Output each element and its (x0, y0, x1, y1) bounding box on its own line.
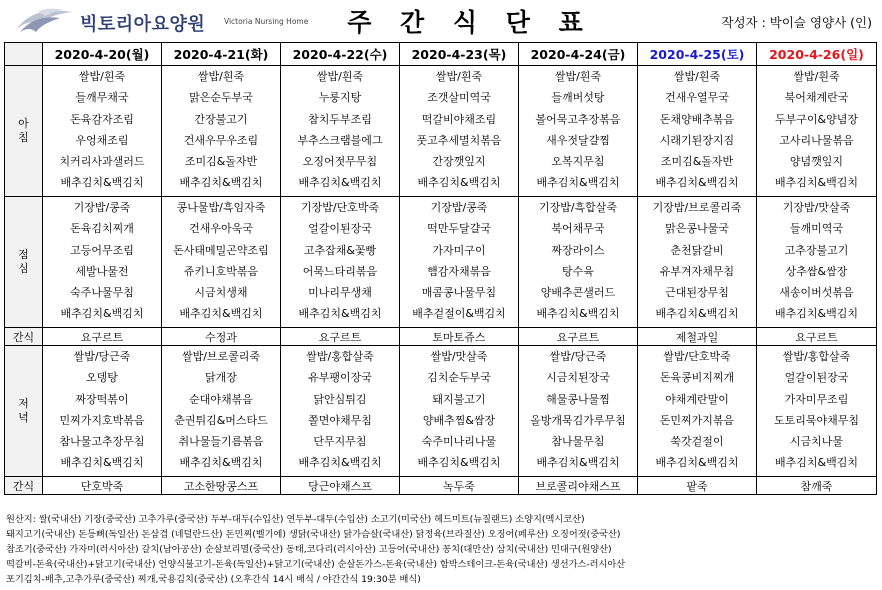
menu-item: 햄감자채볶음 (427, 264, 491, 278)
menu-item: 배추김치&백김치 (536, 307, 620, 321)
menu-item: 배추김치&백김치 (417, 456, 501, 470)
menu-item: 매콤콩나물무침 (421, 286, 497, 300)
menu-item: 조미김&돌자반 (660, 155, 734, 169)
menu-item: 도토리묵야채무침 (773, 413, 859, 427)
menu-item: 쫄면야채무침 (308, 413, 372, 427)
snack-cell: 참깨죽 (757, 477, 877, 495)
menu-item: 쑥갓겉절이 (670, 435, 724, 449)
menu-item: 쌀밥/단호박죽 (663, 350, 731, 363)
menu-cell (162, 346, 281, 477)
menu-item: 기장밥/단호박죽 (300, 201, 380, 214)
origin-note-line: 원산지: 쌀(국내산) 기장(중국산) 고추가루(중국산) 두부-대두(수입산) 연두부-대두(수입산) 소고기(미국산) 헤드미트(뉴질랜드) 소양지(멕시코산) (6, 514, 585, 525)
menu-item: 돈육콩비지찌개 (659, 371, 735, 385)
menu-item: 들깨무채국 (75, 91, 129, 105)
menu-item: 쌀밥/당근죽 (549, 350, 607, 363)
menu-cell (43, 197, 162, 328)
menu-item: 풋고추세멸치볶음 (416, 133, 502, 147)
menu-item: 순대야채볶음 (189, 392, 253, 406)
menu-item: 돈채양배추볶음 (659, 112, 735, 126)
menu-item: 숙주미나리나물 (421, 435, 497, 449)
date-header: 2020-4-25(토) (638, 43, 757, 66)
menu-item: 취나물들기름볶음 (178, 435, 264, 449)
menu-item: 탕수육 (562, 264, 594, 278)
origin-note-line: 참조기(중국산) 가자미(러시아산) 갈치(남아공산) 순살보리멸(중국산) 동태,코다리(러시아산) 고등어(국내산) 꽁치(대만산) 삼치(국내산) 민대구(원양산) (6, 544, 612, 555)
menu-item: 춘천닭갈비 (670, 243, 724, 257)
menu-item: 배추김치&백김치 (298, 176, 382, 190)
menu-item: 고사리나물볶음 (779, 133, 854, 147)
menu-item: 쌀밥/흰죽 (197, 70, 245, 83)
menu-cell (519, 66, 638, 197)
menu-item: 고추장불고기 (784, 243, 849, 257)
menu-item: 세발나물전 (75, 264, 129, 278)
menu-item: 배추김치&백김치 (536, 176, 620, 190)
menu-item: 쌀밥/흰죽 (78, 70, 126, 83)
date-header: 2020-4-23(목) (400, 43, 519, 66)
menu-item: 들깨버섯탕 (551, 91, 605, 105)
menu-item: 가자미구이 (432, 243, 486, 257)
menu-item: 배추김치&백김치 (775, 307, 858, 321)
menu-item: 배추김치&백김치 (417, 176, 501, 190)
menu-item: 건새우아욱국 (189, 222, 253, 236)
menu-item: 쌀밥/흰죽 (793, 70, 840, 83)
meal-label-char: 침 (18, 131, 29, 144)
menu-item: 쌀밥/흰죽 (673, 70, 721, 83)
menu-item: 배추김치&백김치 (298, 307, 382, 321)
menu-item: 배추겉절이&백김치 (412, 307, 506, 321)
menu-cell (400, 66, 519, 197)
menu-item: 배추김치&백김치 (179, 456, 263, 470)
menu-item: 배추김치&백김치 (298, 456, 382, 470)
meal-label-char: 저 (18, 396, 29, 410)
menu-item: 돈사태메밀곤약조림 (173, 243, 269, 257)
menu-cell (281, 66, 400, 197)
menu-item: 참치두부조림 (308, 112, 372, 126)
menu-item: 건새우무우조림 (183, 133, 259, 147)
menu-item: 얼갈이된장국 (784, 371, 849, 385)
menu-item: 들깨미역국 (789, 222, 844, 236)
menu-item: 기장밥/콩죽 (73, 201, 131, 214)
menu-item: 닭개장 (205, 371, 237, 385)
menu-item: 올방개묵김가루무침 (530, 413, 626, 427)
menu-item: 배추김치&백김치 (60, 176, 144, 190)
menu-cell (757, 346, 877, 477)
menu-item: 배추김치&백김치 (655, 307, 739, 321)
menu-cell (638, 346, 757, 477)
menu-cell (281, 346, 400, 477)
menu-item: 쌀밥/홍합살죽 (782, 350, 851, 363)
origin-note-line: 돼지고기(국내산) 돈등뼈(독일산) 돈삼겹 (네덜란드산) 돈민찌(벨기에) 생닭(국내산) 닭가슴살(국내산) 닭정육(브라질산) 오징어(페루산) 오징어젓(중국산) (6, 529, 621, 540)
snack-cell: 토마토쥬스 (400, 328, 519, 346)
menu-item: 기장밥/흑합살죽 (538, 201, 618, 214)
author-label: 작성자 : 박이슬 영양사 (인) (721, 15, 872, 30)
menu-item: 오징어젓무무침 (302, 155, 378, 169)
menu-item: 쌀밥/흰죽 (554, 70, 602, 83)
menu-item: 시금치된장국 (546, 371, 610, 385)
menu-item: 치커리사과샐러드 (59, 155, 145, 169)
menu-item: 떡갈비야채조림 (421, 112, 497, 126)
menu-item: 고추잡채&꽃빵 (303, 243, 377, 257)
dinner-row (5, 346, 877, 477)
meal-label (5, 197, 43, 328)
menu-item: 간장불고기 (194, 112, 248, 126)
page-title: 주 간 식 단 표 (347, 8, 593, 37)
menu-item: 두부구이&양념장 (775, 112, 858, 126)
menu-item: 양배추콘샐러드 (540, 286, 616, 300)
menu-item: 누룽지탕 (318, 91, 362, 105)
logo-subtitle: Victoria Nursing Home (224, 17, 309, 26)
logo-name: 빅토리아요양원 (80, 14, 206, 35)
snack-cell: 요구르트 (757, 328, 877, 346)
menu-item: 쌀밥/흰죽 (435, 70, 483, 83)
corner-cell (5, 43, 43, 66)
meal-label (5, 346, 43, 477)
meal-label-char: 심 (18, 262, 29, 275)
menu-item: 배추김치&백김치 (655, 456, 739, 470)
meal-label-char: 점 (18, 247, 29, 261)
snack-cell: 녹두죽 (400, 477, 519, 495)
menu-item: 민찌가지호박볶음 (59, 413, 145, 427)
snack-cell: 브로콜리야채스프 (519, 477, 638, 495)
menu-item: 배추김치&백김치 (775, 456, 858, 470)
date-header: 2020-4-22(수) (281, 43, 400, 66)
meal-label (5, 66, 43, 197)
menu-item: 쌀밥/홍합살죽 (306, 350, 374, 363)
menu-item: 시금치생채 (194, 286, 248, 300)
menu-item: 맑은콩나물국 (665, 222, 729, 236)
menu-item: 닭안심튀김 (313, 392, 367, 406)
menu-item: 김치순두부국 (427, 371, 491, 385)
header (0, 0, 882, 42)
origin-note-line: 떡갈비-돈육(국내산)+닭고기(국내산) 언양식불고기-돈육(독일산)+닭고기(국내산) 순살돈가스-돈육(국내산) 함박스테이크-돈육(국내산) 생선가스-러시아산 (6, 559, 626, 570)
date-header: 2020-4-21(화) (162, 43, 281, 66)
menu-item: 배추김치&백김치 (179, 176, 263, 190)
menu-item: 유부겨자채무침 (659, 264, 735, 278)
menu-item: 우엉채조림 (75, 133, 129, 147)
lunch-snack-row (5, 328, 877, 346)
menu-item: 단무지무침 (313, 435, 367, 449)
lunch-row (5, 197, 877, 328)
menu-item: 참나물무침 (551, 435, 605, 449)
snack-cell: 팥죽 (638, 477, 757, 495)
breakfast-row (5, 66, 877, 197)
menu-item: 해물콩나물찜 (546, 392, 610, 406)
menu-item: 돈육감자조림 (70, 112, 134, 126)
origin-notes (6, 512, 876, 587)
menu-item: 가자미무조림 (784, 392, 849, 406)
menu-item: 시금치나물 (789, 435, 844, 449)
menu-cell (43, 66, 162, 197)
menu-item: 오뎅탕 (86, 371, 118, 385)
menu-item: 야채계란말이 (665, 392, 729, 406)
menu-item: 새송이버섯볶음 (779, 286, 854, 300)
menu-item: 맑은순두부국 (189, 91, 253, 105)
menu-item: 북어채계란국 (784, 91, 849, 105)
snack-cell: 당근야채스프 (281, 477, 400, 495)
menu-item: 기장밥/브로콜리죽 (652, 201, 742, 214)
menu-cell (519, 346, 638, 477)
menu-cell (400, 197, 519, 328)
menu-item: 양배추찜&쌈장 (422, 413, 496, 427)
snack-cell: 제철과일 (638, 328, 757, 346)
date-header: 2020-4-24(금) (519, 43, 638, 66)
origin-note-line: 포기김치-배추,고추가루(중국산) 찌개,국용김치(중국산) (오후간식 14시 배식 / 야간간식 19:30분 배식) (6, 574, 421, 585)
menu-item: 짜장떡볶이 (75, 392, 129, 406)
menu-cell (400, 346, 519, 477)
menu-item: 양념깻잎지 (789, 155, 844, 169)
menu-item: 배추김치&백김치 (179, 307, 263, 321)
menu-cell (757, 197, 877, 328)
snack-cell: 단호박죽 (43, 477, 162, 495)
dinner-snack-row (5, 477, 877, 495)
menu-item: 춘권튀김&머스타드 (174, 413, 268, 427)
menu-item: 쌀밥/맛살죽 (430, 350, 488, 363)
menu-item: 떡만두달걀국 (427, 222, 491, 236)
menu-item: 얼갈이된장국 (308, 222, 372, 236)
menu-cell (638, 197, 757, 328)
weekly-menu-table (4, 42, 877, 495)
menu-cell (281, 197, 400, 328)
menu-item: 돼지불고기 (432, 392, 486, 406)
menu-item: 고등어무조림 (70, 243, 134, 257)
menu-item: 배추김치&백김치 (775, 176, 858, 190)
menu-item: 간장깻잎지 (432, 155, 486, 169)
menu-item: 부추스크램블에그 (297, 133, 383, 147)
menu-item: 쌀밥/당근죽 (73, 350, 131, 363)
menu-item: 오복지무침 (551, 155, 605, 169)
menu-item: 배추김치&백김치 (60, 456, 144, 470)
menu-item: 유부팽이장국 (308, 371, 372, 385)
menu-item: 기장밥/콩죽 (430, 201, 488, 214)
date-header: 2020-4-20(월) (43, 43, 162, 66)
menu-item: 새우젓달걀찜 (546, 133, 610, 147)
menu-cell (638, 66, 757, 197)
menu-item: 콩나물밥/흑임자죽 (176, 201, 266, 214)
snack-cell: 요구르트 (519, 328, 638, 346)
menu-item: 북어채무국 (551, 222, 605, 236)
snack-label: 간식 (5, 328, 43, 346)
menu-item: 돈민찌가지볶음 (659, 413, 735, 427)
menu-item: 볼어묵고추장볶음 (535, 112, 621, 126)
menu-item: 쌀밥/흰죽 (316, 70, 364, 83)
menu-item: 조미김&돌자반 (184, 155, 258, 169)
meal-label-char: 아 (18, 116, 29, 130)
menu-item: 건새우열무국 (665, 91, 729, 105)
date-header-row (5, 43, 877, 66)
menu-item: 배추김치&백김치 (536, 456, 620, 470)
menu-item: 상추쌈&쌈장 (785, 264, 848, 278)
logo-icon (14, 6, 76, 36)
menu-item: 돈육김치찌개 (70, 222, 134, 236)
menu-item: 시래기된장지짐 (659, 133, 735, 147)
menu-item: 배추김치&백김치 (60, 307, 144, 321)
menu-item: 근대된장무침 (665, 286, 729, 300)
menu-item: 짜장라이스 (551, 243, 605, 257)
meal-label-char: 녁 (18, 411, 29, 424)
snack-cell: 수정과 (162, 328, 281, 346)
menu-item: 참나물고추장무침 (59, 435, 145, 449)
menu-cell (757, 66, 877, 197)
snack-cell: 요구르트 (281, 328, 400, 346)
date-header: 2020-4-26(일) (757, 43, 877, 66)
menu-item: 조갯살미역국 (427, 91, 491, 105)
menu-cell (162, 66, 281, 197)
menu-item: 기장밥/맛살죽 (782, 201, 851, 214)
menu-cell (162, 197, 281, 328)
menu-cell (43, 346, 162, 477)
menu-item: 숙주나물무침 (70, 286, 134, 300)
snack-cell: 고소한땅콩스프 (162, 477, 281, 495)
menu-item: 어묵느타리볶음 (302, 264, 378, 278)
menu-item: 배추김치&백김치 (655, 176, 739, 190)
logo (14, 6, 314, 36)
menu-item: 쌀밥/브로콜리죽 (181, 350, 261, 363)
menu-cell (519, 197, 638, 328)
menu-item: 쥬키니호박볶음 (183, 264, 259, 278)
snack-cell: 요구르트 (43, 328, 162, 346)
menu-item: 미나리무생채 (308, 286, 372, 300)
snack-label: 간식 (5, 477, 43, 495)
